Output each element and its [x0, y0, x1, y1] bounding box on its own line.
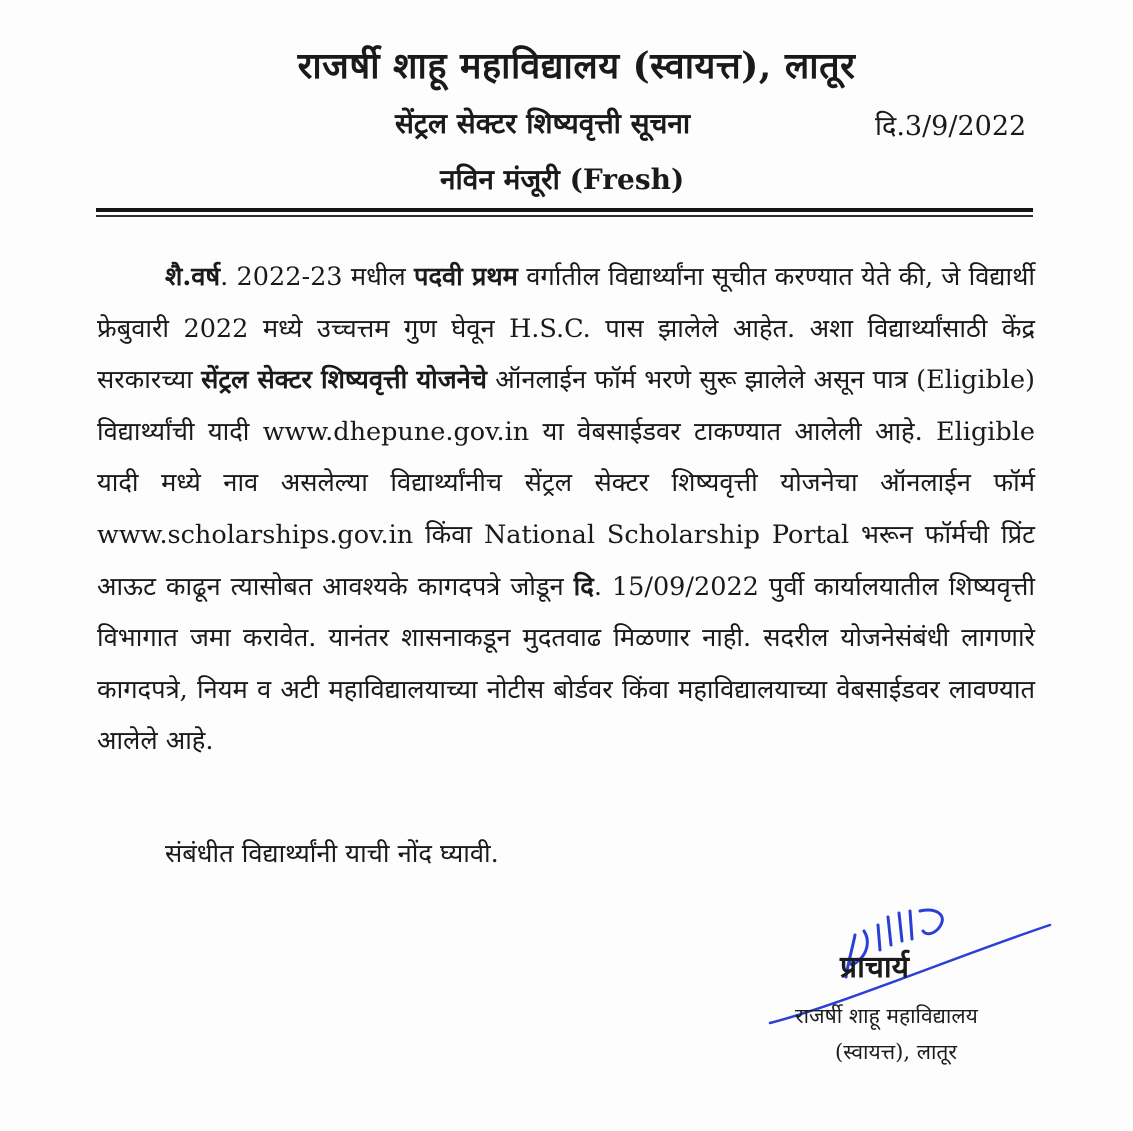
approval-type: नविन मंजूरी (Fresh): [440, 163, 685, 196]
signature-city: (स्वायत्त), लातूर: [835, 1040, 957, 1064]
principal-designation: प्राचार्य: [840, 950, 910, 985]
closing-note: संबंधीत विद्यार्थ्यांनी याची नोंद घ्यावी.: [165, 839, 499, 869]
body-segment: . 15/09/2022 पुर्वी कार्यालयातील शिष्यवृत्ती विभागात जमा करावेत. यानंतर शासनाकडून मुदतवाढ मिळणार नाही. सदरील योजनेसंबंधी लागणारे कागदपत्रे, नियम व अटी महाविद्यालयाच्या नोटीस बोर्डवर किंवा महाविद्यालयाच्या वेबसाईडवर लावण्यात आलेले आहे.: [97, 571, 1035, 757]
notice-body: [97, 252, 1035, 768]
academic-year-label: शै.वर्ष: [165, 262, 221, 292]
body-segment: . 2022-23 मधील: [220, 262, 414, 292]
scheme-name: सेंट्रल सेक्टर शिष्यवृत्ती योजनेचे: [201, 365, 487, 396]
body-segment: ऑनलाईन फॉर्म भरणे सुरू झालेले असून पात्र (Eligible) विद्यार्थ्यांची यादी www.dhepune.gov.in या वेबसाईडवर टाकण्यात आलेली आहे. Eligible यादी मध्ये नाव असलेल्या विद्यार्थ्यांनीच सेंट्रल सेक्टर शिष्यवृत्ती योजनेचा ऑनलाईन फॉर्म www.scholarships.gov.in किंवा National Scholarship Portal भरून फॉर्मची प्रिंट आऊट काढून त्यासोबत आवश्यके कागदपत्रे जोडून: [97, 365, 1035, 602]
body-segment: वर्गातील विद्यार्थ्यांना सूचीत करण्यात येते की, जे विद्यार्थी फ्रेबुवारी 2022 मध्ये उच्चत्तम गुण घेवून H.S.C. पास झालेले आहेत. अशा विद्यार्थ्यांसाठी केंद्र सरकारच्या: [97, 262, 1035, 396]
degree-first-year: पदवी प्रथम: [413, 262, 518, 292]
header-divider-thin: [96, 215, 1033, 217]
header-divider-thick: [96, 208, 1033, 212]
notice-date: दि.3/9/2022: [875, 111, 1027, 142]
college-name: राजर्षी शाहू महाविद्यालय (स्वायत्त), लातूर: [297, 45, 856, 87]
deadline-prefix: दि: [573, 571, 594, 602]
notice-title: सेंट्रल सेक्टर शिष्यवृत्ती सूचना: [395, 107, 691, 140]
signature-college: राजर्षी शाहू महाविद्यालय: [795, 1004, 978, 1028]
